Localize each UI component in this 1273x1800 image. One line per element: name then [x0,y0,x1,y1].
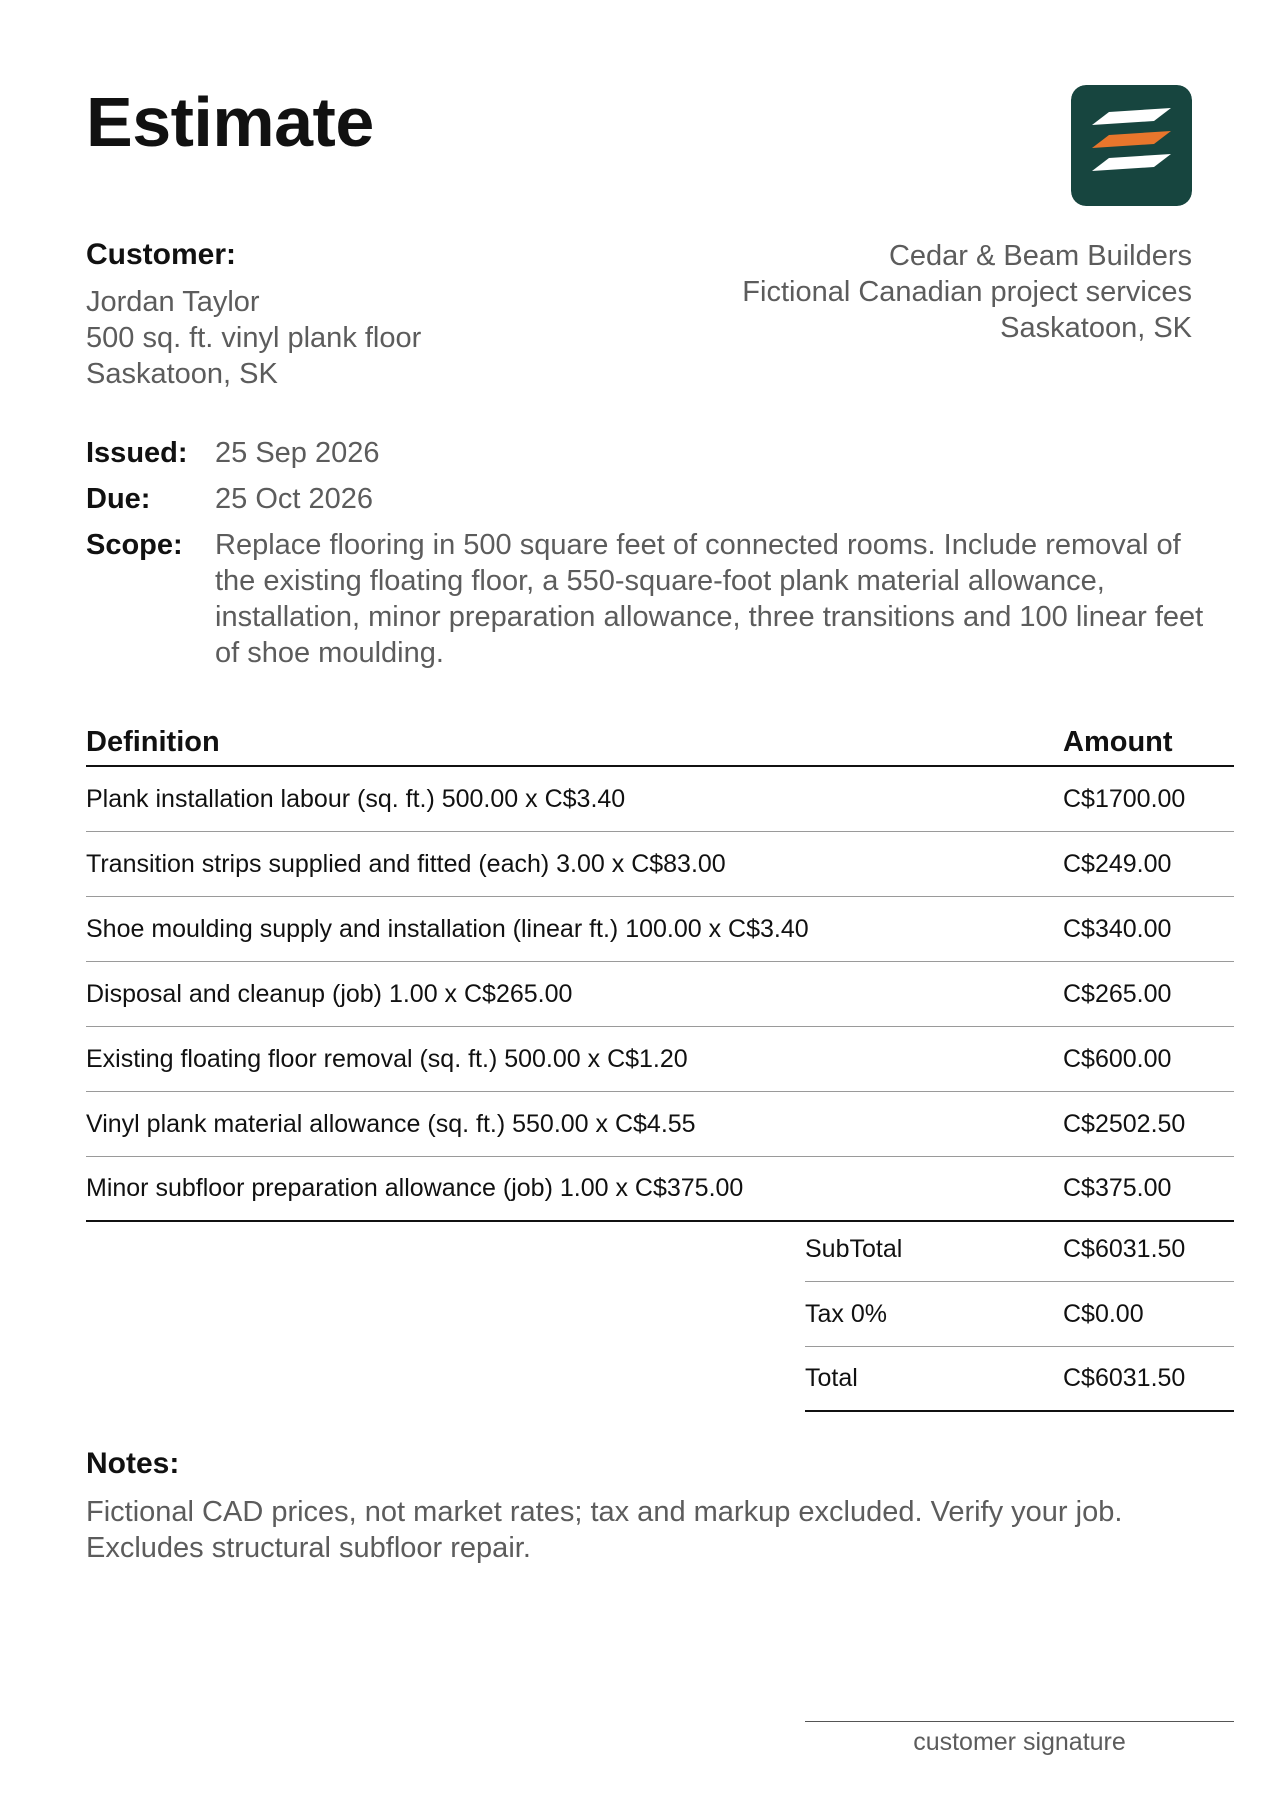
scope-label: Scope: [86,529,183,561]
item-amount: C$1700.00 [1063,784,1186,813]
item-amount: C$340.00 [1063,914,1172,943]
table-row [86,832,1234,897]
amount-header: Amount [1063,726,1173,758]
table-row [86,962,1234,1027]
customer-details [86,284,421,392]
item-definition: Minor subfloor preparation allowance (job) 1.00 x C$375.00 [86,1174,744,1202]
tax-row [805,1282,1234,1347]
due-date: 25 Oct 2026 [215,483,373,515]
subtotal-value: C$6031.50 [1063,1234,1186,1263]
subtotal-label: SubTotal [805,1234,903,1263]
item-definition: Existing floating floor removal (sq. ft.) 500.00 x C$1.20 [86,1044,688,1073]
issued-label: Issued: [86,437,188,469]
estimate-meta [86,435,1226,681]
company-details [742,238,1192,346]
table-row [86,767,1234,832]
customer-project: 500 sq. ft. vinyl plank floor [86,322,422,354]
company-tagline: Fictional Canadian project services [742,276,1192,308]
customer-location: Saskatoon, SK [86,358,278,390]
customer-label: Customer: [86,238,237,271]
totals-table [805,1217,1234,1412]
table-row [86,1092,1234,1157]
signature-line [805,1721,1234,1722]
tax-value: C$0.00 [1063,1299,1144,1328]
page-title: Estimate [86,83,374,161]
scope-row [86,527,1226,671]
issued-date: 25 Sep 2026 [215,437,380,469]
item-definition: Plank installation labour (sq. ft.) 500.00 x C$3.40 [86,784,626,813]
item-amount: C$2502.50 [1063,1109,1186,1138]
table-header [86,722,1234,767]
total-value: C$6031.50 [1063,1364,1186,1392]
logo-background [1071,85,1192,206]
notes-label: Notes: [86,1447,180,1480]
issued-row [86,435,1226,471]
item-amount: C$600.00 [1063,1044,1172,1073]
company-name: Cedar & Beam Builders [888,240,1192,272]
definition-header: Definition [86,726,220,758]
total-row [805,1347,1234,1412]
customer-name: Jordan Taylor [86,286,260,318]
total-label: Total [805,1364,858,1392]
item-definition: Disposal and cleanup (job) 1.00 x C$265.00 [86,979,573,1008]
notes-text: Fictional CAD prices, not market rates; tax and markup excluded. Verify your job. Excludes structural subfloor repair. [86,1496,1123,1564]
item-definition: Shoe moulding supply and installation (linear ft.) 100.00 x C$3.40 [86,914,809,943]
item-definition: Transition strips supplied and fitted (each) 3.00 x C$83.00 [86,849,726,878]
table-row [86,1027,1234,1092]
due-label: Due: [86,483,151,515]
item-amount: C$249.00 [1063,849,1172,878]
due-row [86,481,1226,517]
scope-text: Replace flooring in 500 square feet of connected rooms. Include removal of the existing floating floor, a 550-square-foot plank material allowance, installation, minor preparation allowance, three transitions and 100 linear feet of shoe moulding. [215,529,1204,669]
stacked-planks-icon [1071,85,1192,206]
table-row [86,897,1234,962]
subtotal-row [805,1217,1234,1282]
table-row [86,1157,1234,1222]
tax-label: Tax 0% [805,1299,887,1328]
item-amount: C$375.00 [1063,1174,1172,1202]
company-location: Saskatoon, SK [1000,312,1192,344]
item-definition: Vinyl plank material allowance (sq. ft.) 550.00 x C$4.55 [86,1109,696,1138]
signature-caption: customer signature [913,1728,1126,1756]
line-items-table [86,722,1234,1222]
item-amount: C$265.00 [1063,979,1172,1008]
